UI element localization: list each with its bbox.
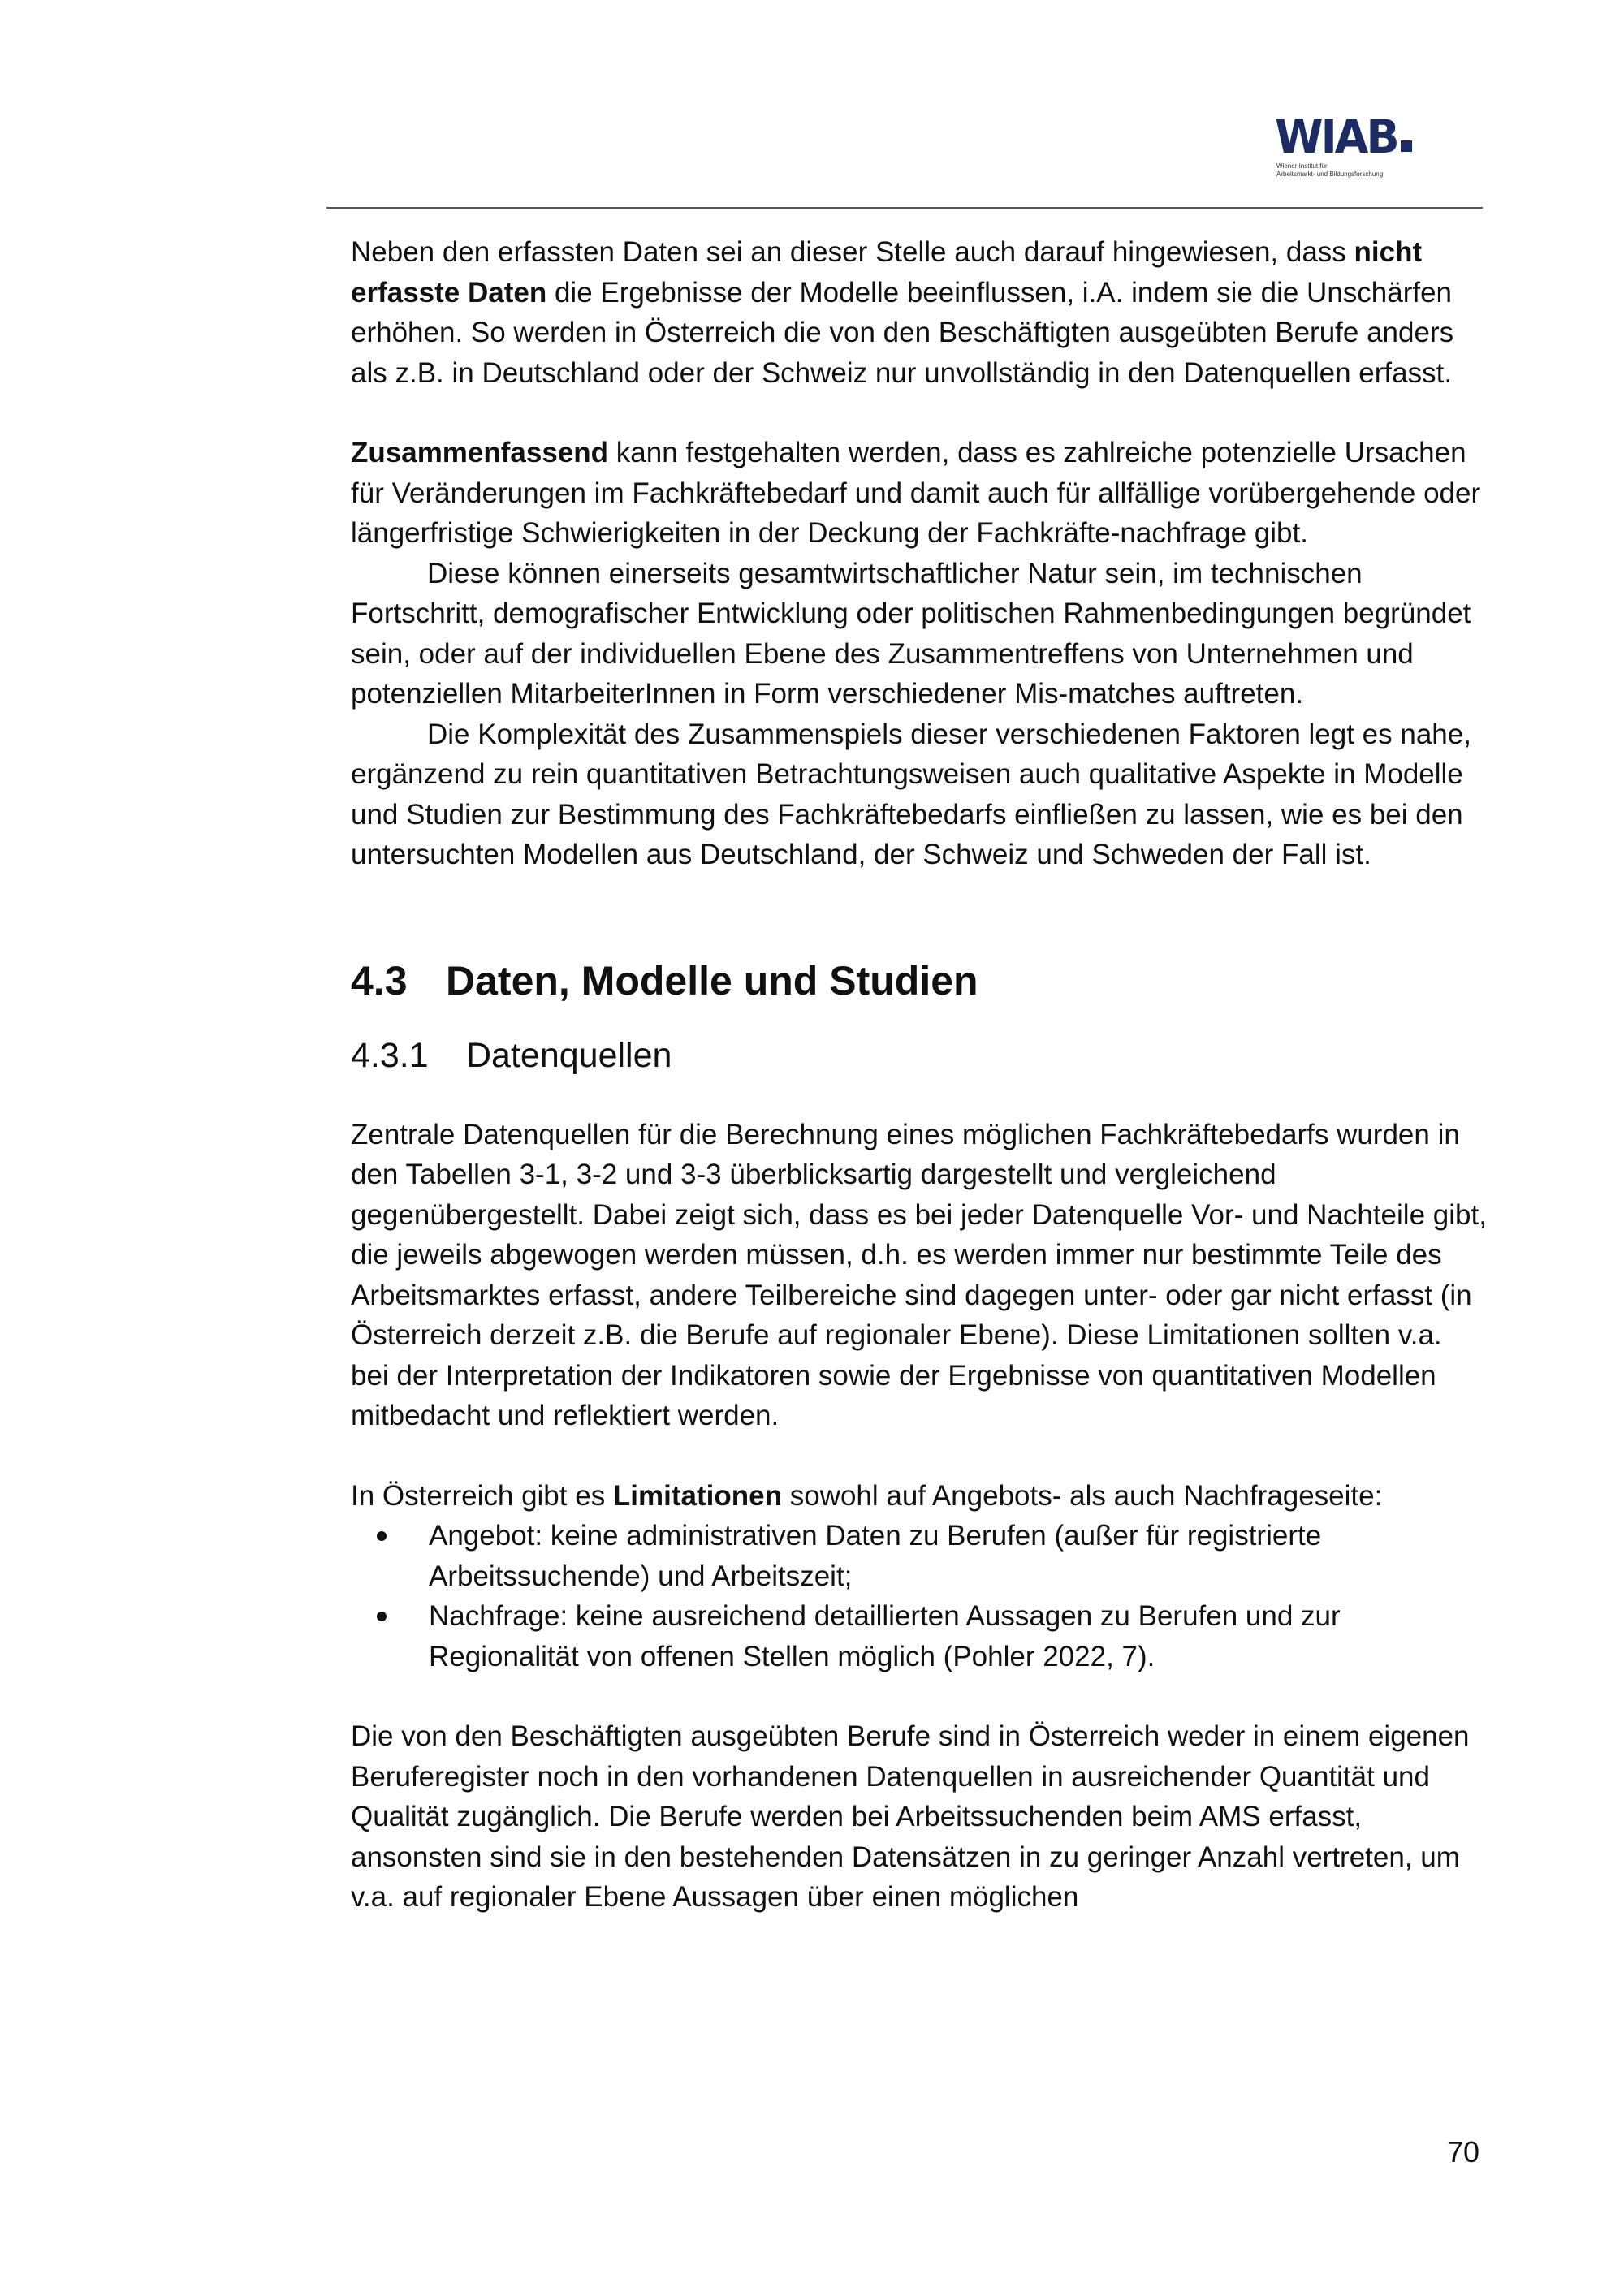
logo-subtitle-line2: Arbeitsmarkt- und Bildungsforschung [1276,170,1384,178]
section-number: 4.3 [351,957,408,1003]
p2-rest: kann festgehalten werden, dass es zahlreiche potenzielle Ursachen für Veränderungen im Fachkräftebedarf und damit auch für allfällige vorübergehende oder längerfristige Schwierigkeiten in der Deckung der Fachkräfte-nachfrage gibt. [351,437,1481,549]
subsection-number: 4.3.1 [351,1035,429,1075]
page-number: 70 [1446,2135,1479,2169]
p6-lead: In Österreich gibt es [351,1479,613,1512]
p6-bold: Limitationen [612,1479,782,1512]
list-item [351,1596,1488,1677]
p2-bold: Zusammenfassend [351,437,609,468]
list-item [351,1516,1488,1596]
subsection-heading [351,1034,1488,1078]
paragraph-summary [351,433,1488,554]
logo-subtitle-line1: Wiener Institut für [1276,162,1328,170]
bullet-icon [377,1531,387,1541]
paragraph-causes: Diese können einerseits gesamtwirtschaftlicher Natur sein, im technischen Fortschritt, demografischer Entwicklung oder politischen Rahmenbedingungen begründet sein, oder auf der individuellen Ebene des Zusammentreffens von Unternehmen und potenziellen MitarbeiterInnen in Form verschiedener Mis-matches auftreten. [351,557,1471,710]
limitations-list [351,1516,1488,1677]
list-item-text: Angebot: keine administrativen Daten zu Berufen (außer für registrierte Arbeitssuchende) und Arbeitszeit; [429,1520,1322,1592]
paragraph-data-sources: Zentrale Datenquellen für die Berechnung eines möglichen Fachkräftebedarfs wurden in den Tabellen 3-1, 3-2 und 3-3 überblicksartig dargestellt und vergleichend gegenübergestellt. Dabei zeigt sich, dass es bei jeder Datenquelle Vor- und Nachteile gibt, die jeweils abgewogen werden müssen, d.h. es werden immer nur bestimmte Teile des Arbeitsmarktes erfasst, andere Teilbereiche sind dagegen unter- oder gar nicht erfasst (in Österreich derzeit z.B. die Berufe auf regionaler Ebene). Diese Limitationen sollten v.a. bei der Interpretation der Indikatoren sowie der Ergebnisse von quantitativen Modellen mitbedacht und reflektiert werden. [351,1118,1487,1431]
list-item-text: Nachfrage: keine ausreichend detaillierten Aussagen zu Berufen und zur Regionalität von offenen Stellen möglich (Pohler 2022, 7). [429,1600,1341,1672]
section-title: Daten, Modelle und Studien [446,957,978,1003]
paragraph-occupations: Die von den Beschäftigten ausgeübten Berufe sind in Österreich weder in einem eigenen Beruferegister noch in den vorhandenen Datenquellen in ausreichender Quantität und Qualität zugänglich. Die Berufe werden bei Arbeitssuchenden beim AMS erfasst, ansonsten sind sie in den bestehenden Datensätzen in zu geringer Anzahl vertreten, um v.a. auf regionaler Ebene Aussagen über einen möglichen [351,1720,1470,1913]
p1-bold: nicht erfasste Daten [351,236,1423,309]
paragraph-complexity: Die Komplexität des Zusammenspiels dieser verschiedenen Faktoren legt es nahe, ergänzend zu rein quantitativen Betrachtungsweisen auch qualitative Aspekte in Modelle und Studien zur Bestimmung des Fachkräftebedarfs einfließen zu lassen, wie es bei den untersuchten Modellen aus Deutschland, der Schweiz und Schweden der Fall ist. [351,718,1471,870]
paragraph-limitations [351,1476,1488,1517]
subsection-title: Datenquellen [466,1035,672,1075]
logo-square-mark [1401,140,1412,152]
bullet-icon [377,1612,387,1621]
section-heading [351,956,1488,1005]
header-divider [326,207,1483,209]
p1-lead: Neben den erfassten Daten sei an dieser Stelle auch darauf hingewiesen, dass [351,236,1354,268]
logo-subtitle [1276,162,1421,179]
page-content [351,232,1488,1918]
wiab-logo [1275,110,1421,179]
p1-rest: die Ergebnisse der Modelle beeinflussen, i.A. indem sie die Unschärfen erhöhen. So werden in Österreich die von den Beschäftigten ausgeübten Berufe anders als z.B. in Deutschland oder der Schweiz nur unvollständig in den Datenquellen erfasst. [351,276,1454,389]
p6-rest: sowohl auf Angebots- als auch Nachfrageseite: [781,1479,1383,1512]
logo-wordmark: WIAB [1275,110,1397,164]
paragraph-unrecorded-data [351,232,1488,393]
